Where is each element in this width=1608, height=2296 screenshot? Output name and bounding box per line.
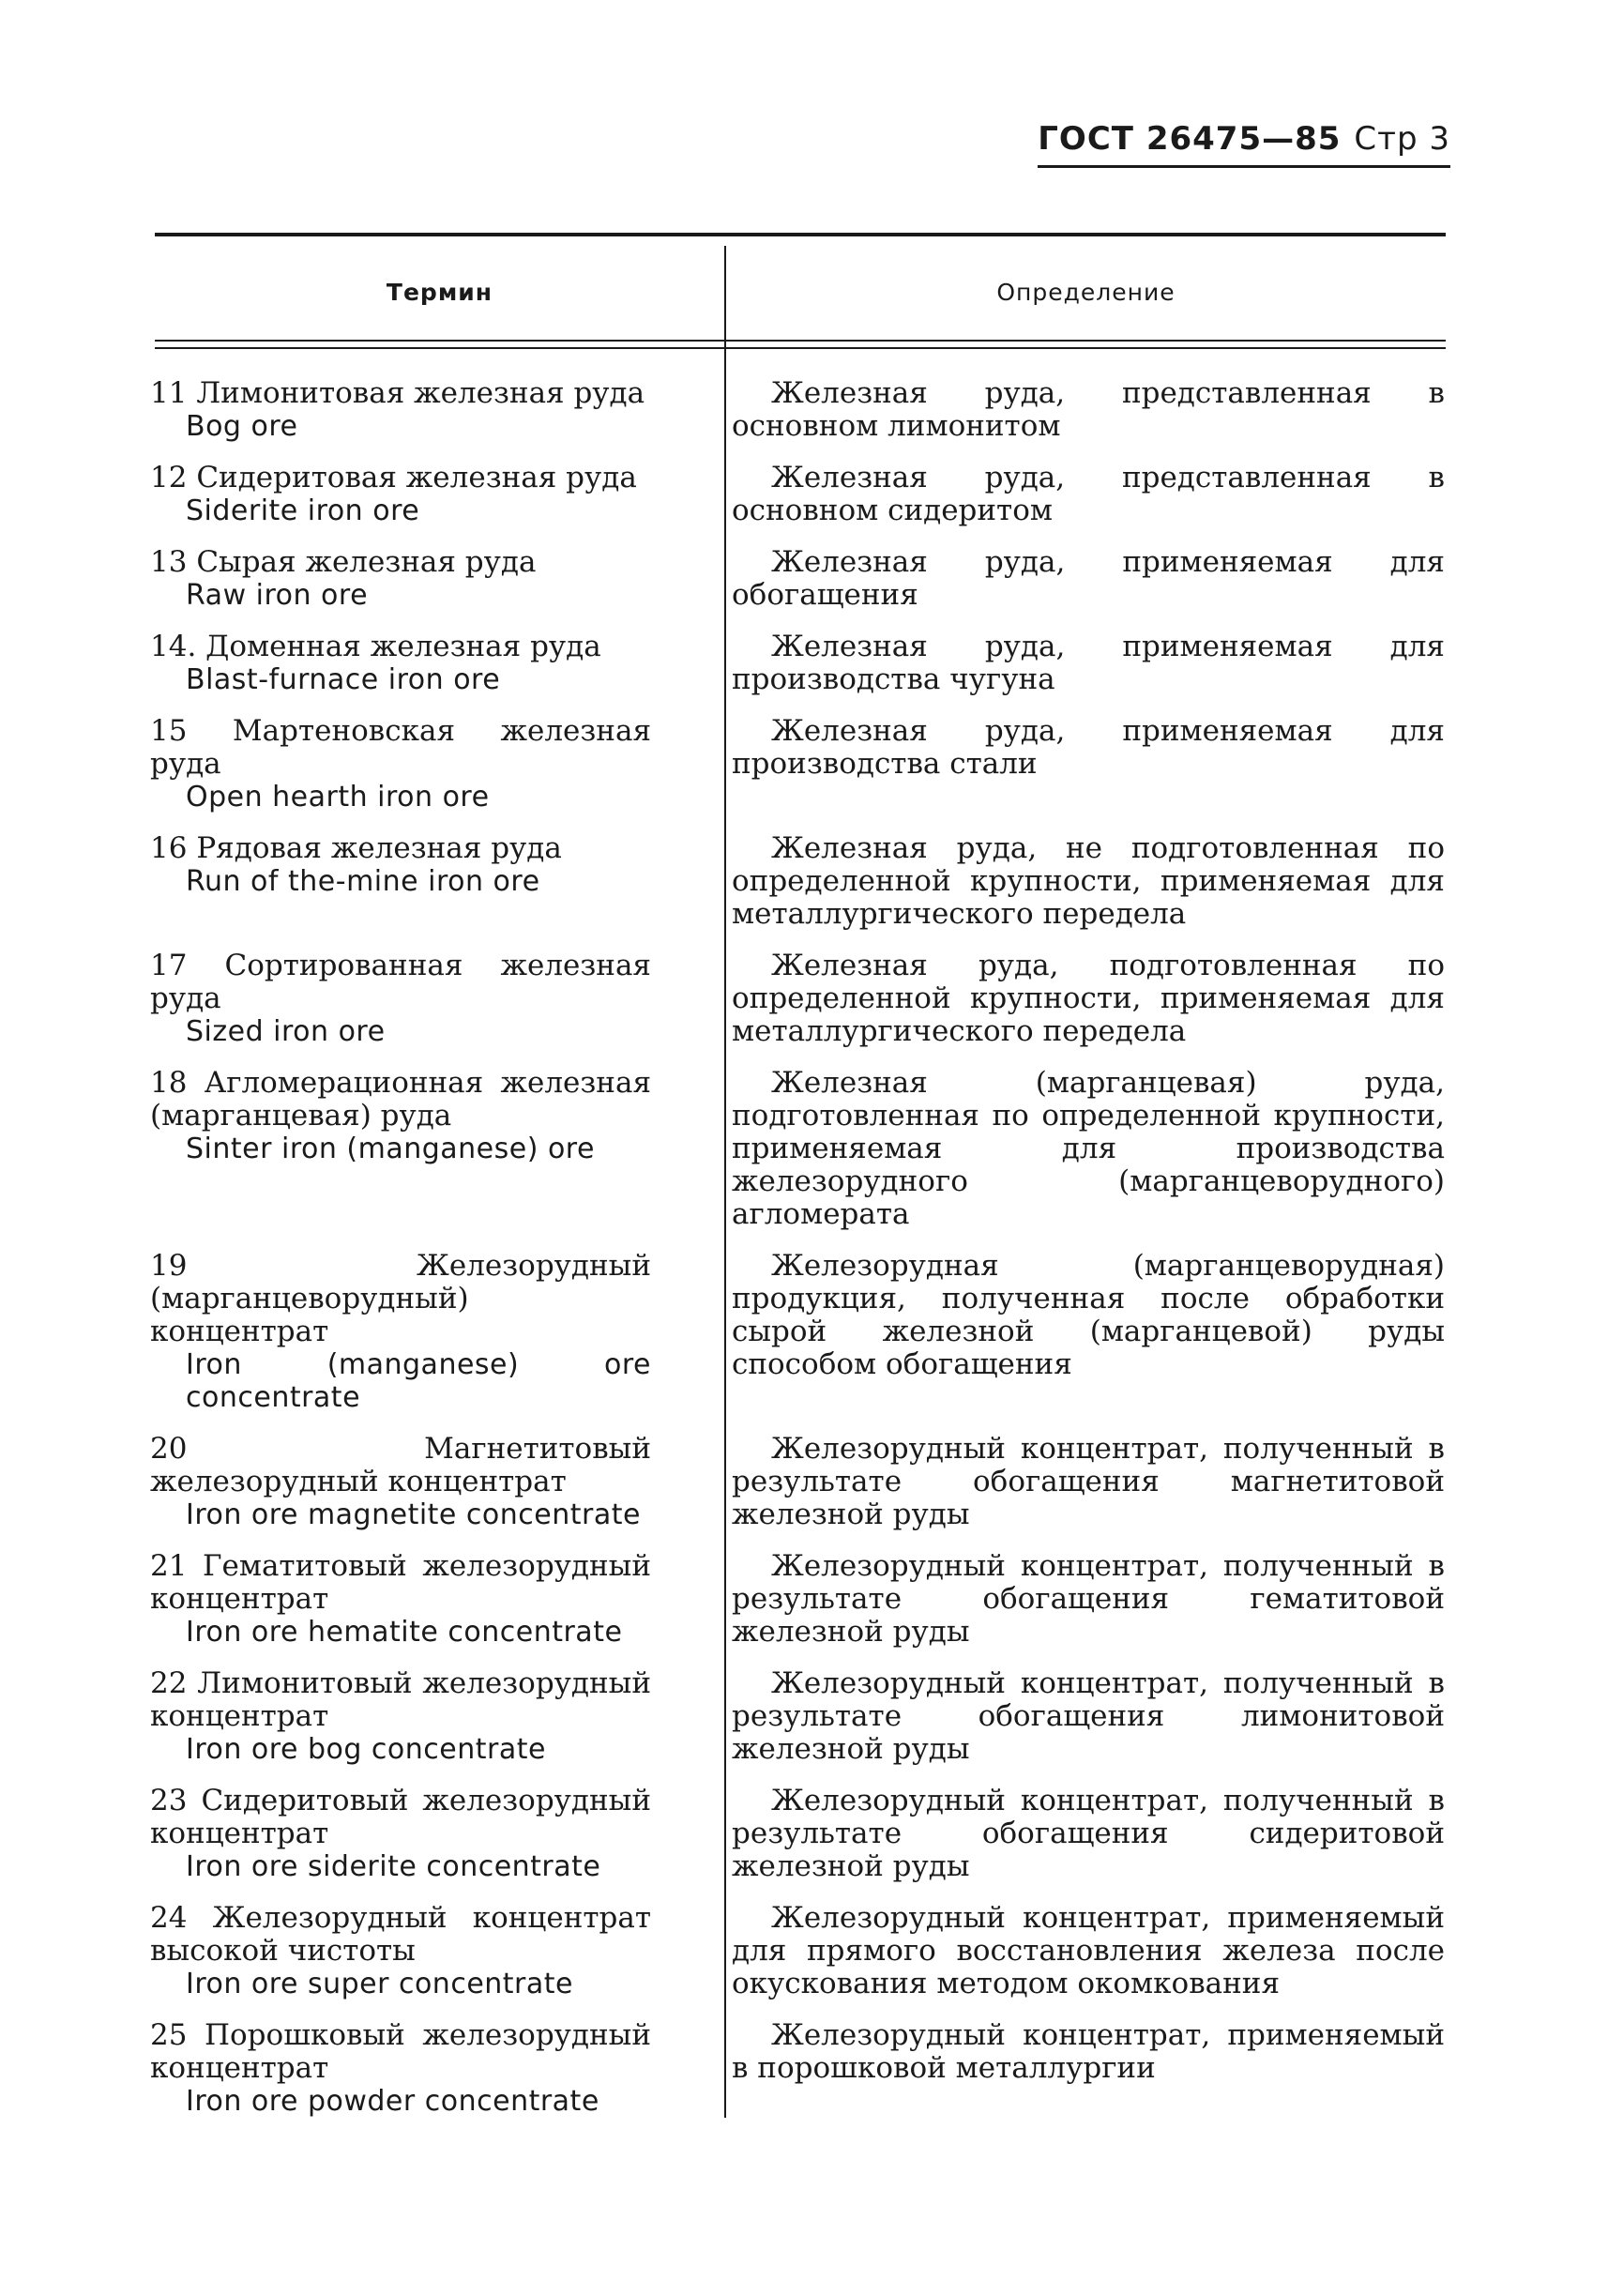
table-row (150, 1550, 1447, 1649)
term-cell (150, 631, 690, 696)
table-header-rule (155, 340, 1446, 349)
term-russian (150, 2019, 651, 2085)
term-number: 22 (150, 1666, 188, 1700)
term-russian (150, 715, 651, 781)
term-number: 14. (150, 630, 197, 663)
term-russian-text: Магнетитовый железорудный концентрат (150, 1432, 651, 1498)
term-russian-text: Гематитовый железорудный концентрат (150, 1549, 651, 1616)
term-number: 18 (150, 1066, 188, 1100)
term-russian-text: Сортированная железная руда (150, 949, 651, 1015)
term-russian (150, 1250, 651, 1348)
term-number: 11 (150, 376, 188, 410)
term-number: 25 (150, 2018, 188, 2052)
term-cell (150, 715, 690, 813)
term-number: 16 (150, 831, 188, 865)
term-russian-text: Лимонитовая железная руда (196, 376, 645, 410)
table-row (150, 1785, 1447, 1883)
term-russian (150, 1550, 651, 1616)
term-english: Iron ore super concentrate (186, 1968, 573, 2000)
term-russian-text: Железорудный концентрат высокой чистоты (150, 1901, 652, 1968)
table-row (150, 1433, 1447, 1531)
table-row (150, 377, 1447, 443)
standard-number: ГОСТ 26475—85 (1038, 120, 1342, 158)
term-english: Blast-furnace iron ore (186, 663, 501, 696)
definition-cell: Железорудный концентрат, полученный в результате обогащения гематитовой железной руды (732, 1549, 1445, 1649)
term-russian-text: Доменная железная руда (205, 630, 601, 663)
definition-cell: Железорудный концентрат, применяемый в порошковой металлургии (732, 2018, 1445, 2085)
term-russian-text: Мартеновская железная руда (150, 714, 652, 781)
term-english: Iron ore siderite concentrate (186, 1850, 601, 1883)
term-cell (150, 1785, 690, 1883)
term-cell (150, 1550, 690, 1649)
term-russian-text: Рядовая железная руда (196, 831, 562, 865)
term-english: Run of the-mine iron ore (186, 865, 540, 898)
term-english: Siderite iron ore (186, 494, 420, 527)
term-cell (150, 1433, 690, 1531)
term-russian (150, 1902, 651, 1968)
definition-cell: Железная руда, подготовленная по определенной крупности, применяемая для металлургического передела (732, 949, 1445, 1048)
term-english: Sized iron ore (186, 1015, 386, 1048)
table-row (150, 631, 1447, 696)
term-russian-text: Лимонитовый железорудный концентрат (150, 1666, 651, 1733)
term-russian (150, 1433, 651, 1498)
column-header-definition: Определение (996, 279, 1176, 306)
term-cell (150, 950, 690, 1048)
term-english: Iron ore hematite concentrate (186, 1616, 623, 1649)
terms-table (150, 377, 1447, 2136)
term-russian-text: Сидеритовая железная руда (196, 461, 637, 494)
term-cell (150, 1667, 690, 1766)
definition-cell: Железорудный концентрат, применяемый для прямого восстановления железа после окускования методом окомкования (732, 1901, 1445, 2000)
table-row (150, 462, 1447, 527)
term-english: Raw iron ore (186, 579, 369, 612)
term-number: 12 (150, 461, 188, 494)
definition-cell: Железная руда, применяемая для производства чугуна (732, 630, 1445, 696)
term-russian (150, 631, 651, 663)
term-english: Open hearth iron ore (186, 781, 490, 813)
term-cell (150, 377, 690, 443)
definition-cell: Железная руда, применяемая для производства стали (732, 714, 1445, 781)
term-russian-text: Железорудный (марганцеворудный) концентрат (150, 1249, 651, 1348)
definition-cell: Железорудный концентрат, полученный в результате обогащения лимонитовой железной руды (732, 1666, 1445, 1766)
page-header (1038, 120, 1450, 168)
column-header-term: Термин (386, 279, 493, 306)
term-russian-text: Порошковый железорудный концентрат (150, 2018, 651, 2085)
term-english: Iron ore powder concentrate (186, 2085, 599, 2118)
term-cell (150, 462, 690, 527)
table-row (150, 2019, 1447, 2118)
term-russian-text: Сырая железная руда (196, 545, 537, 579)
term-english: Iron ore bog concentrate (186, 1733, 546, 1766)
term-number: 20 (150, 1432, 188, 1466)
term-number: 23 (150, 1784, 188, 1817)
table-row (150, 1667, 1447, 1766)
term-number: 19 (150, 1249, 188, 1283)
table-row (150, 1902, 1447, 2000)
definition-cell: Железная руда, представленная в основном лимонитом (732, 376, 1445, 443)
term-english: Iron ore magnetite concentrate (186, 1498, 641, 1531)
definition-cell: Железная руда, не подготовленная по определенной крупности, применяемая для металлургического передела (732, 831, 1445, 931)
term-russian-text: Агломерационная железная (марганцевая) руда (150, 1066, 651, 1133)
term-russian (150, 832, 651, 865)
table-row (150, 1250, 1447, 1414)
term-english: Sinter iron (manganese) ore (186, 1133, 595, 1165)
definition-cell: Железная (марганцевая) руда, подготовленная по определенной крупности, применяемая для производства железорудного (марганцеворудного) агломерата (732, 1066, 1445, 1231)
definition-cell: Железорудный концентрат, полученный в результате обогащения сидеритовой железной руды (732, 1784, 1445, 1883)
term-russian (150, 1785, 651, 1850)
table-row (150, 715, 1447, 813)
term-number: 15 (150, 714, 188, 748)
term-russian (150, 1667, 651, 1733)
term-number: 24 (150, 1901, 188, 1935)
definition-cell: Железная руда, представленная в основном сидеритом (732, 461, 1445, 527)
term-russian (150, 1067, 651, 1133)
term-cell (150, 832, 690, 898)
term-number: 13 (150, 545, 188, 579)
term-number: 17 (150, 949, 188, 982)
table-row (150, 832, 1447, 931)
term-cell (150, 1250, 690, 1414)
term-russian (150, 462, 651, 494)
term-russian (150, 546, 651, 579)
definition-cell: Железная руда, применяемая для обогащения (732, 545, 1445, 612)
term-number: 21 (150, 1549, 188, 1583)
term-cell (150, 2019, 690, 2118)
term-cell (150, 1067, 690, 1165)
table-row (150, 546, 1447, 612)
term-cell (150, 546, 690, 612)
table-row (150, 950, 1447, 1048)
term-russian (150, 950, 651, 1015)
definition-cell: Железорудный концентрат, полученный в результате обогащения магнетитовой железной руды (732, 1432, 1445, 1531)
table-row (150, 1067, 1447, 1231)
term-english: Iron (manganese) ore concentrate (186, 1348, 651, 1414)
page-number: Стр 3 (1354, 120, 1450, 158)
term-cell (150, 1902, 690, 2000)
table-top-rule (155, 233, 1446, 236)
term-russian (150, 377, 651, 410)
term-russian-text: Сидеритовый железорудный концентрат (150, 1784, 652, 1850)
definition-cell: Железорудная (марганцеворудная) продукция, полученная после обработки сырой железной (марганцевой) руды способом обогащения (732, 1249, 1445, 1381)
term-english: Bog ore (186, 410, 298, 443)
